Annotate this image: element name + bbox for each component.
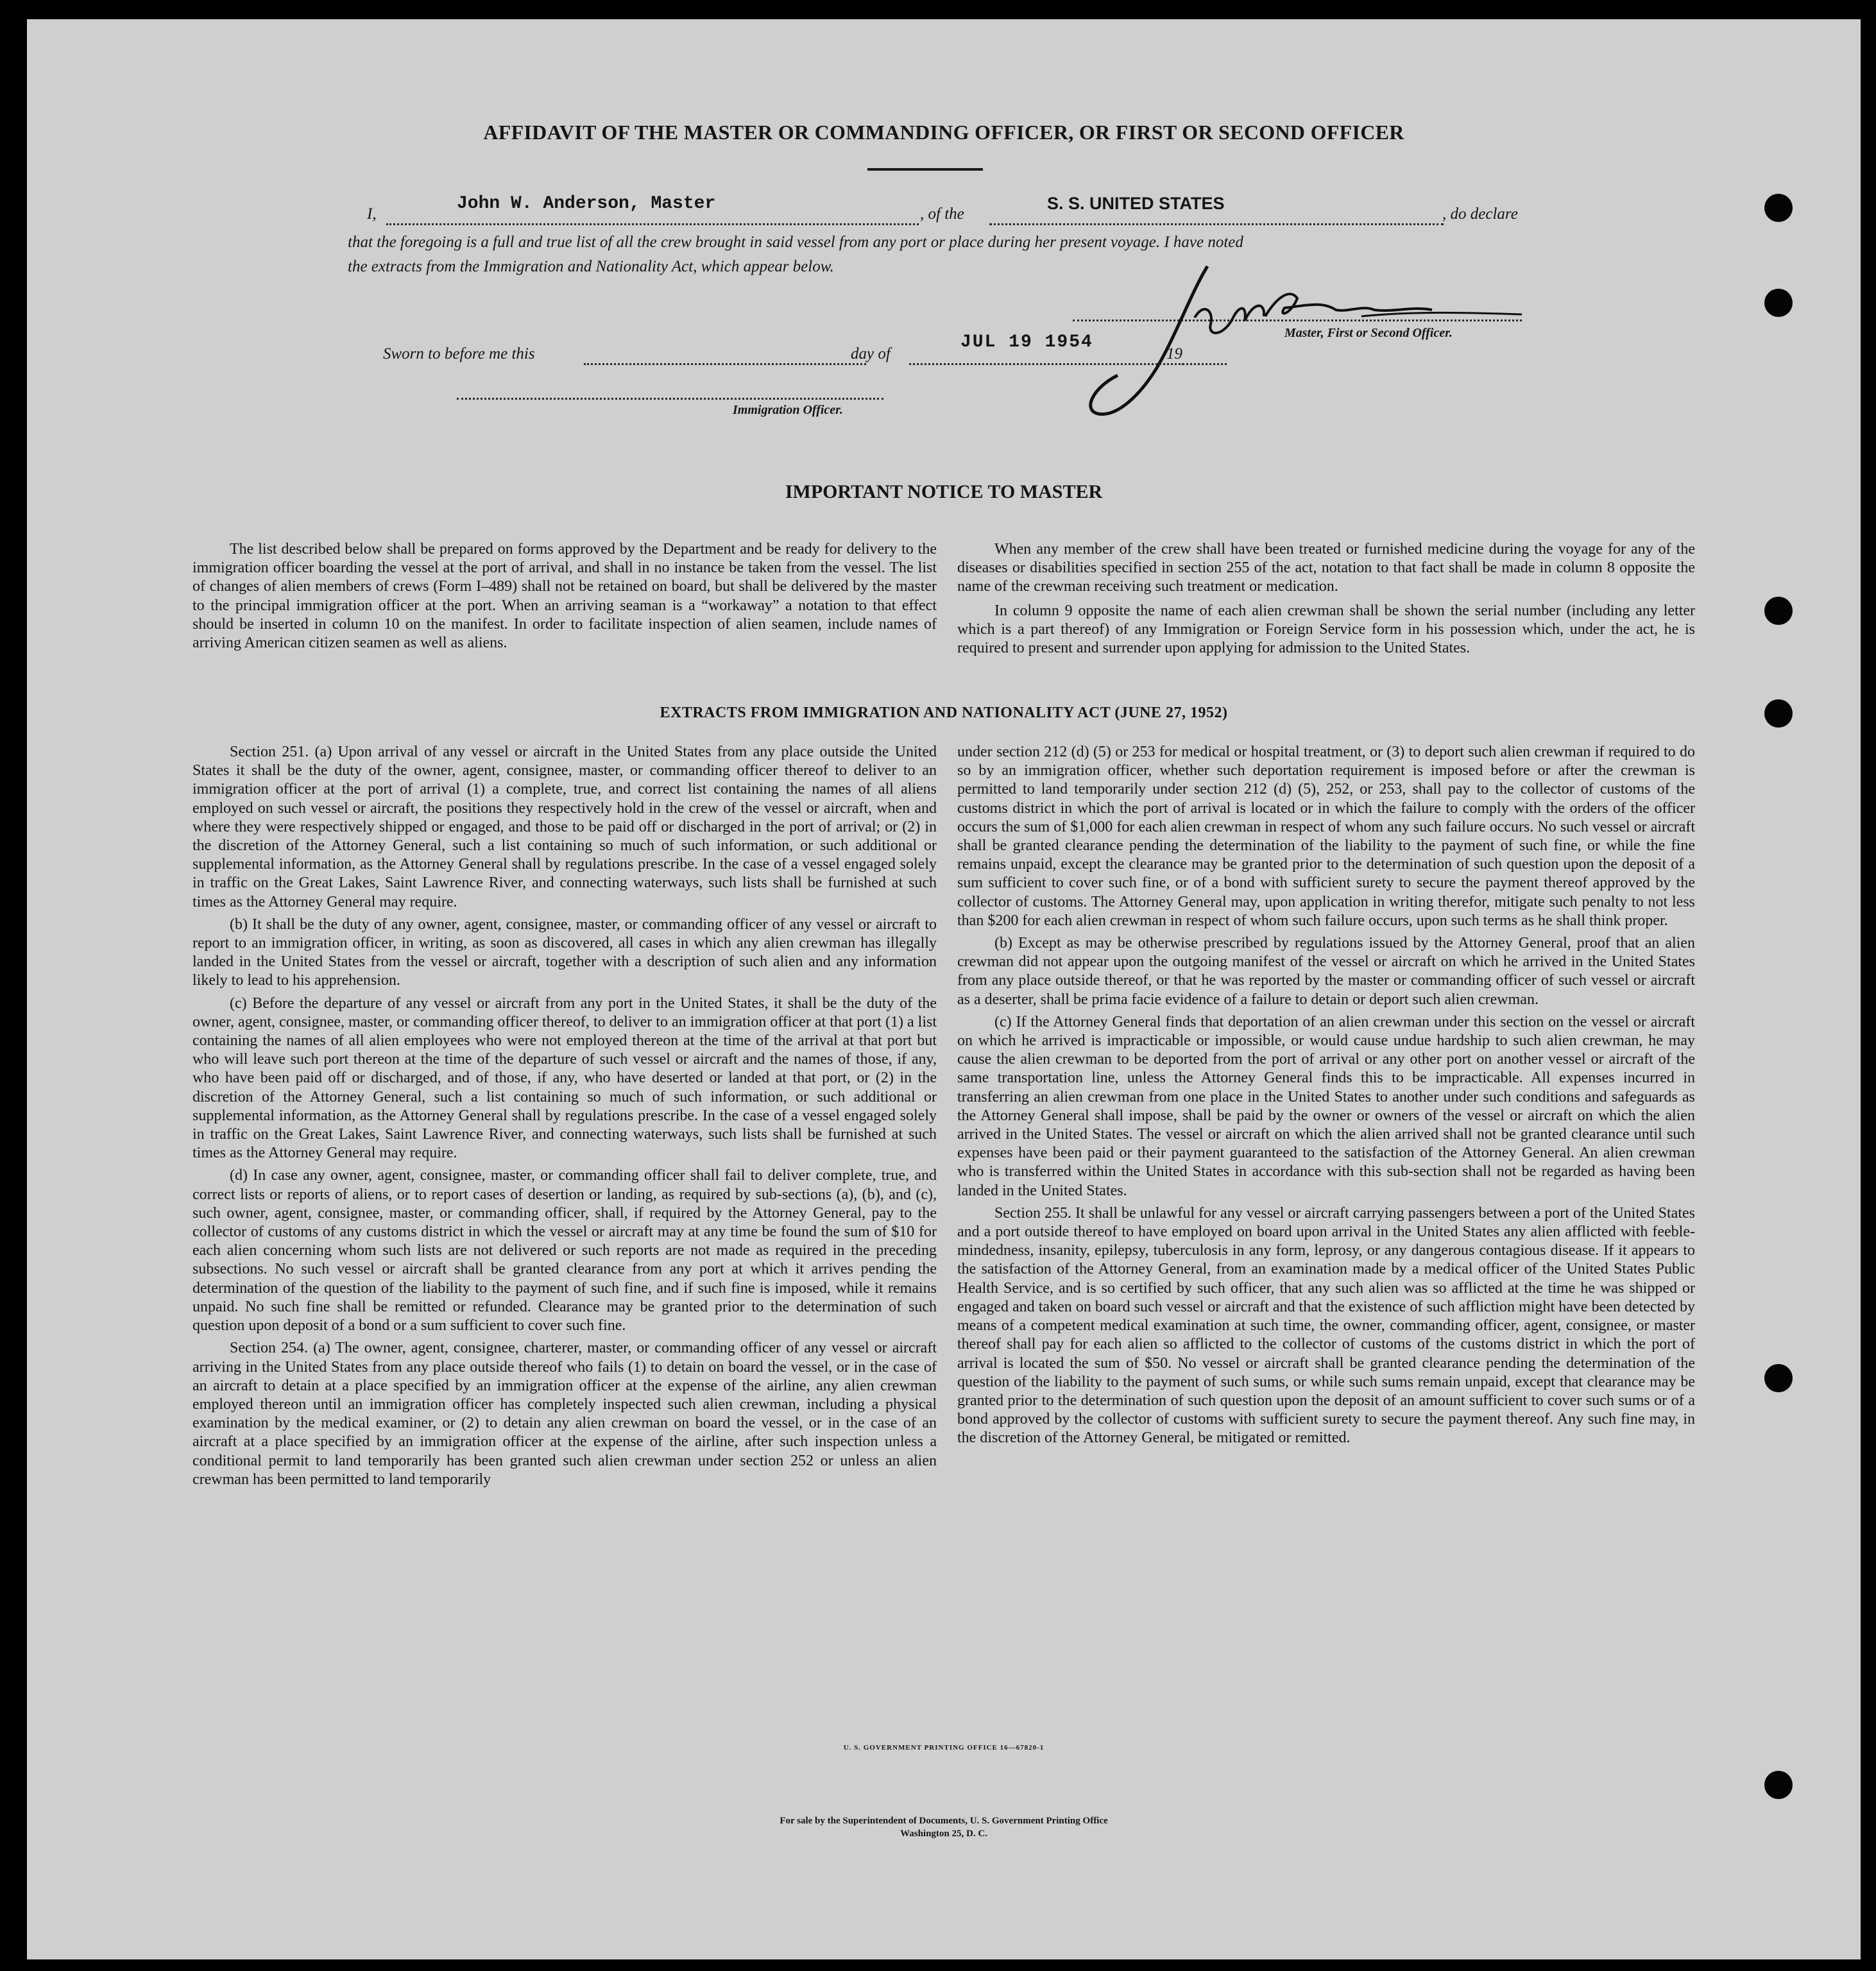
section-251-b: (b) It shall be the duty of any owner, agent, consignee, master, or commanding officer of any vessel or aircraft to report to an immigration officer, in writing, as soon as discovered, all cases in which any alien crewman has illegally landed in the United States from the vessel or aircraft, together with a description of such alien and any information likely to lead to his apprehension. (192, 916, 937, 989)
day-of-label: day of (851, 345, 891, 363)
section-254-c: (c) If the Attorney General finds that deportation of an alien crewman under this section on the vessel or aircraft on which he arrived is impracticable or impossible, or would cause undue hardship to such alien crewman, he may cause the alien crewman to be deported from the port of arrival or any other port on another vessel or aircraft of the same transportation line, unless the Attorney General finds this to be impracticable. All expenses incurred in transferring an alien crewman from one place in the United States to another under such conditions and safeguards as the Attorney General shall impose, shall be paid by the owner or owners of the vessel or aircraft on which the alien arrived in the United States. The vessel or aircraft on which the alien arrived shall not be granted clearance until such expenses have been paid or their payment guaranteed to the satisfaction of the Attorney General. An alien crewman who is transferred within the United States in accordance with this sub-section shall not be regarded as having been landed in the United States. (957, 1013, 1695, 1199)
year-prefix: 19 (1166, 345, 1182, 363)
section-251-d: (d) In case any owner, agent, consignee, master, or commanding officer shall fail to deliver complete, true, and correct lists or reports of aliens, or to report cases of desertion or landing, as required by sub-sections (a), (b), and (c), such owner, agent, consignee, master, or commanding officer, shall, if required by the Attorney General, pay to the collector of customs of any customs district in which the vessel or aircraft may at any time be found the sum of $10 for each alien concerning whom such lists are not delivered or such reports are not made as required in the preceding subsections. No such vessel or aircraft shall be granted clearance from any port at which it arrives pending the determination of the question of the liability to the payment of such fine, and if such fine is imposed, while it remains unpaid. No such fine shall be remitted or refunded. Clearance may be granted prior to the determination of such question upon deposit of a bond or a sum sufficient to cover such fine. (192, 1167, 937, 1335)
punch-hole (1764, 1771, 1793, 1799)
notice-left-paragraph: The list described below shall be prepared on forms approved by the Department and be ready for delivery to the immigration officer boarding the vessel at the port of arrival, and shall in no instance be taken from the vessel. The list of changes of alien members of crews (Form I–489) shall not be retained on board, but shall be delivered by the master to the principal immigration officer at the port. When an arriving seaman is a “workaway” a notation to that effect should be inserted in column 10 on the manifest. In order to facilitate inspection of alien seamen, include names of arriving American citizen seamen as well as aliens. (192, 541, 937, 652)
year-line (1182, 363, 1227, 365)
master-caption: Master, First or Second Officer. (1284, 326, 1453, 340)
punch-hole (1764, 194, 1793, 222)
affidavit-title: AFFIDAVIT OF THE MASTER OR COMMANDING OFFICER, OR FIRST OR SECOND OFFICER (483, 121, 1404, 144)
notice-heading: IMPORTANT NOTICE TO MASTER (785, 481, 1103, 502)
vessel-name: S. S. UNITED STATES (1047, 194, 1225, 213)
sworn-label: Sworn to before me this (383, 345, 535, 363)
statement-line-2: the extracts from the Immigration and Nationality Act, which appear below. (348, 258, 834, 275)
notice-right-column (957, 540, 1695, 658)
sworn-month-line (909, 363, 1188, 365)
extracts-heading: EXTRACTS FROM IMMIGRATION AND NATIONALITY ACT (JUNE 27, 1952) (660, 704, 1228, 721)
document-page (27, 19, 1861, 1959)
notice-right-paragraph-2: In column 9 opposite the name of each alien crewman shall be shown the serial number (including any letter which is a part thereof) of any Immigration or Foreign Service form in his possession which, under the act, he is required to present and surrender upon applying for admission to the United States. (957, 602, 1695, 657)
declarant-name: John W. Anderson, Master (457, 194, 716, 214)
do-declare-label: , do declare (1442, 205, 1518, 223)
notice-right-paragraph-1: When any member of the crew shall have been treated or furnished medicine during the voyage for any of the diseases or disabilities specified in section 255 of the act, notation to that fact shall be made in column 8 opposite the name of the crewman receiving such treatment or medication. (957, 541, 1695, 595)
printing-office-line: U. S. GOVERNMENT PRINTING OFFICE 16—67820-1 (843, 1744, 1045, 1752)
sworn-day-line (584, 363, 866, 365)
extracts-right-column (957, 743, 1695, 1448)
sale-line-1: For sale by the Superintendent of Documents, U. S. Government Printing Office (780, 1816, 1108, 1826)
punch-hole (1764, 289, 1793, 317)
title-divider (867, 168, 983, 171)
punch-hole (1764, 699, 1793, 728)
declarant-line (386, 223, 919, 225)
statement-line-1: that the foregoing is a full and true list of all the crew brought in said vessel from any port or place during her present voyage. I have noted (348, 234, 1243, 251)
section-254-b: (b) Except as may be otherwise prescribed by regulations issued by the Attorney General, proof that an alien crewman did not appear upon the outgoing manifest of the vessel or aircraft on which he arrived in the United States from any place outside thereof, or that he was reported by the master or commanding officer of such vessel or aircraft as a deserter, shall be prima facie evidence of a failure to detain or deport such alien crewman. (957, 935, 1695, 1008)
sworn-date-stamp: JUL 19 1954 (960, 332, 1093, 352)
section-254-a-cont: under section 212 (d) (5) or 253 for medical or hospital treatment, or (3) to deport such alien crewman if required to do so by an immigration officer, whether such deportation requirement is imposed before or after the crewman is permitted to land temporarily under section 212 (d) (5), 252, or 253, shall pay to the collector of customs of the customs district in which the port of arrival is located or in which the failure to comply with the orders of the officer occurs the sum of $1,000 for each alien crewman in respect of whom any such failure occurs. No such vessel or aircraft shall be granted clearance pending the determination of the liability to the payment of such fine, or while the fine remains unpaid, except the clearance may be granted prior to the determination of such question upon the deposit of a sum sufficient to cover such fine, or of a bond with sufficient surety to secure the payment thereof approved by the collector of customs. The Attorney General may, upon application in writing therefor, mitigate such penalty to not less than $200 for each alien crewman in respect of whom such failure occurs, upon such terms as he shall think proper. (957, 744, 1695, 929)
punch-hole (1764, 1364, 1793, 1392)
sale-line-2: Washington 25, D. C. (900, 1829, 987, 1839)
notice-left-column (192, 540, 937, 653)
of-the-label: , of the (920, 205, 964, 223)
vessel-line (989, 223, 1444, 225)
section-251-c: (c) Before the departure of any vessel or aircraft from any port in the United States, it shall be the duty of the owner, agent, consignee, master, or commanding officer thereof, to deliver to an immigration officer at that port (1) a list containing the names of all alien employees who were not employed thereon at the time of the arrival at that port but who will leave such port thereon at the time of the departure of such vessel or aircraft and the names of those, if any, who have been paid off or discharged, and of those, if any, who have deserted or landed at that port, or (2) in the discretion of the Attorney General, such a list containing so much of such information, or such additional or supplemental information, as the Attorney General shall by regulations prescribe. In the case of a vessel engaged solely in traffic on the Great Lakes, Saint Lawrence River, and connecting waterways, such lists shall be furnished at such times as the Attorney General may require. (192, 994, 937, 1162)
punch-hole (1764, 597, 1793, 625)
prefix-i: I, (367, 205, 377, 223)
extracts-left-column (192, 743, 937, 1489)
immigration-officer-line (457, 398, 883, 400)
section-251-a: Section 251. (a) Upon arrival of any vessel or aircraft in the United States from any place outside the United States it shall be the duty of the owner, agent, consignee, master, or commanding officer thereof to deliver to an immigration officer at the port of arrival (1) a complete, true, and correct list containing the names of all aliens employed on such vessel or aircraft, the positions they respectively hold in the crew of the vessel or aircraft, when and where they were respectively shipped or engaged, and those to be paid off or discharged in the port of arrival; or (2) in the discretion of the Attorney General, such a list containing so much of such information, or such additional or supplemental information, as the Attorney General shall by regulations prescribe. In the case of a vessel engaged solely in traffic on the Great Lakes, Saint Lawrence River, and connecting waterways, such lists shall be furnished at such times as the Attorney General may require. (192, 744, 937, 910)
section-254-a: Section 254. (a) The owner, agent, consignee, charterer, master, or commanding officer of any vessel or aircraft arriving in the United States from any place outside thereof who fails (1) to detain on board the vessel, or in the case of an aircraft to detain at a place specified by an immigration officer at the expense of the airline, any alien crewman employed thereon until an immigration officer has completely inspected such alien crewman, including a physical examination by the medical examiner, or (2) to detain any alien crewman on board the vessel, or in the case of an aircraft at a place specified by an immigration officer at the expense of the airline, after such inspection unless a conditional permit to land temporarily has been granted such alien crewman under section 252 or unless an alien crewman has been permitted to land temporarily (192, 1340, 937, 1488)
section-255: Section 255. It shall be unlawful for any vessel or aircraft carrying passengers between a port of the United States and a port outside thereof to have employed on board upon arrival in the United States any alien afflicted with feeble-mindedness, insanity, epilepsy, tuberculosis in any form, leprosy, or any dangerous contagious disease. If it appears to the satisfaction of the Attorney General, from an examination made by a medical officer of the United States Public Health Service, and is so certified by such officer, that any such alien was so afflicted at the time he was shipped or engaged and taken on board such vessel or aircraft and that the existence of such affliction might have been detected by means of a competent medical examination at such time, the owner, commanding officer, agent, consignee, or master thereof shall pay for each alien so afflicted to the collector of customs of the customs district in which the port of arrival is located the sum of $50. No vessel or aircraft shall be granted clearance pending the determination of the question of the liability to the payment of such sums, or while such sums remain unpaid, except that clearance may be granted prior to the determination of such question upon the deposit of an amount sufficient to cover such sums or of a bond approved by the collector of customs with sufficient surety to secure the payment thereof. Any such fine may, in the discretion of the Attorney General, be mitigated or remitted. (957, 1204, 1695, 1447)
immigration-officer-caption: Immigration Officer. (733, 403, 843, 417)
